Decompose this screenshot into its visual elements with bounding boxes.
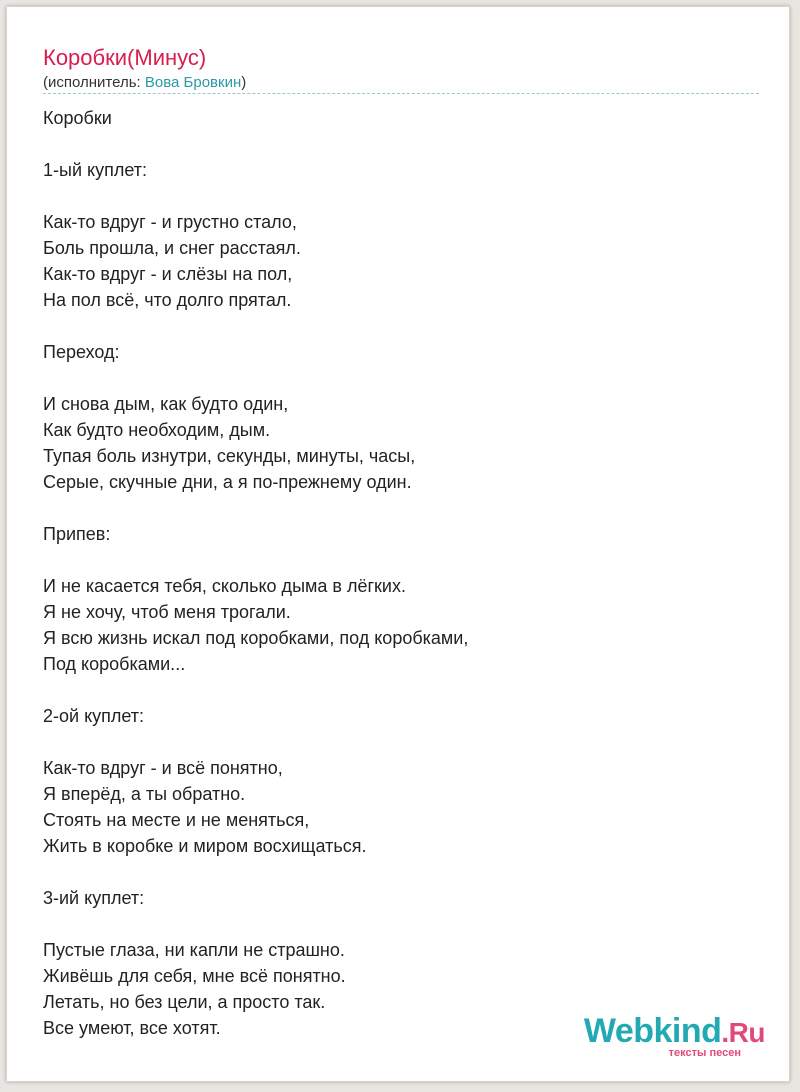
lyric-line: [43, 859, 763, 885]
lyric-line: [43, 495, 763, 521]
logo-brand: Webkind: [583, 1012, 722, 1050]
lyric-line: [43, 183, 763, 209]
lyric-line: Живёшь для себя, мне всё понятно.: [43, 966, 346, 986]
lyric-line: На пол всё, что долго прятал.: [43, 290, 292, 310]
lyric-line: Пустые глаза, ни капли не страшно.: [43, 940, 345, 960]
lyric-line: 2-ой куплет:: [43, 706, 145, 726]
lyric-line: Серые, скучные дни, а я по-прежнему один.: [43, 472, 412, 492]
lyric-line: И снова дым, как будто один,: [43, 394, 289, 414]
lyric-line: [43, 677, 763, 703]
lyric-line: 1-ый куплет:: [43, 160, 147, 180]
artist-prefix: (исполнитель:: [43, 74, 145, 91]
lyric-line: Припев:: [43, 524, 111, 544]
lyric-line: Я вперёд, а ты обратно.: [43, 784, 246, 804]
song-title: Коробки(Минус): [43, 45, 207, 70]
lyric-line: [43, 547, 763, 573]
artist-link[interactable]: Вова Бровкин: [144, 74, 242, 91]
lyric-line: Переход:: [43, 342, 120, 362]
lyric-line: Я всю жизнь искал под коробками, под коробками,: [43, 628, 469, 648]
artist-line: [43, 73, 246, 93]
lyric-line: Боль прошла, и снег расстаял.: [43, 238, 301, 258]
logo-wordmark: [584, 1013, 765, 1051]
lyric-line: [43, 131, 763, 157]
lyric-line: Я не хочу, чтоб меня трогали.: [43, 602, 291, 622]
lyric-line: Как-то вдруг - и грустно стало,: [43, 212, 297, 232]
lyric-line: Как-то вдруг - и слёзы на пол,: [43, 264, 293, 284]
lyric-line: [43, 911, 763, 937]
lyric-line: Как будто необходим, дым.: [43, 420, 271, 440]
lyric-line: Стоять на месте и не меняться,: [43, 810, 310, 830]
webkind-logo: [565, 1013, 765, 1061]
lyric-line: Коробки: [43, 108, 112, 128]
lyrics-card: [6, 6, 790, 1082]
artist-suffix: ): [241, 74, 247, 91]
lyric-line: Летать, но без цели, а просто так.: [43, 992, 326, 1012]
header-divider: [43, 93, 759, 94]
lyric-line: Под коробками...: [43, 654, 186, 674]
logo-tld: .Ru: [721, 1017, 765, 1048]
lyric-line: И не касается тебя, сколько дыма в лёгких.: [43, 576, 406, 596]
logo-tagline: тексты песен: [668, 1047, 741, 1059]
lyric-line: Жить в коробке и миром восхищаться.: [43, 836, 367, 856]
lyric-line: [43, 365, 763, 391]
lyric-line: Тупая боль изнутри, секунды, минуты, часы,: [43, 446, 416, 466]
lyric-line: 3-ий куплет:: [43, 888, 145, 908]
lyrics-body: [43, 105, 763, 1041]
lyric-line: [43, 729, 763, 755]
lyric-line: Все умеют, все хотят.: [43, 1018, 221, 1038]
lyric-line: [43, 313, 763, 339]
lyric-line: Как-то вдруг - и всё понятно,: [43, 758, 283, 778]
